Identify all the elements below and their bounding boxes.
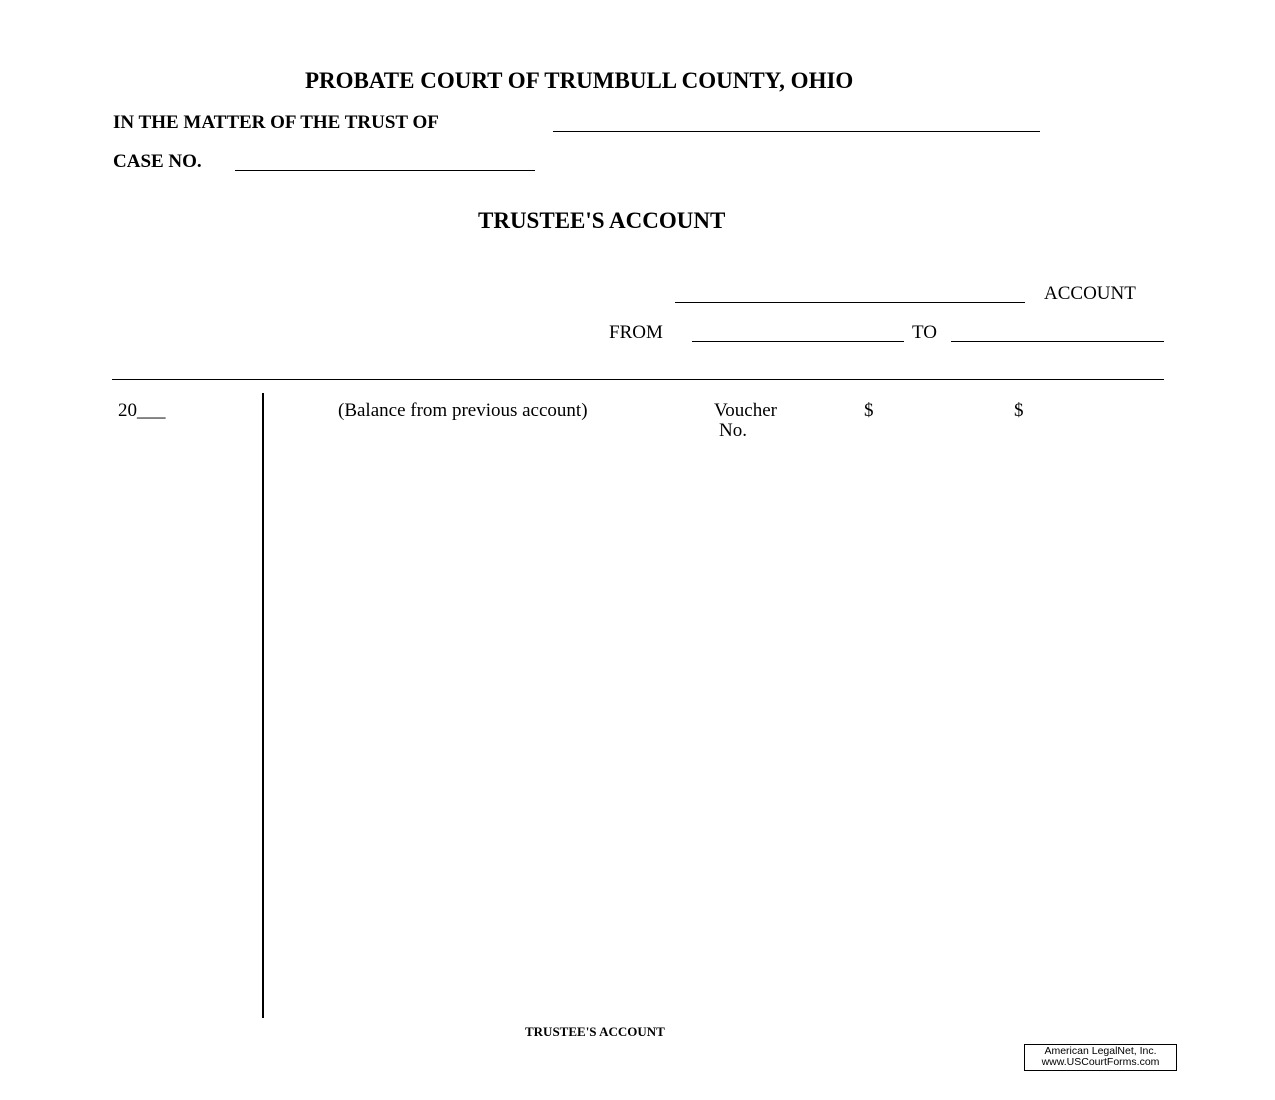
case-number-label: CASE NO. (113, 151, 202, 172)
amount-currency-1: $ (864, 400, 874, 421)
form-title: TRUSTEE'S ACCOUNT (478, 208, 726, 233)
to-date-field[interactable] (951, 341, 1164, 342)
account-label: ACCOUNT (1044, 283, 1136, 304)
voucher-number-label: No. (719, 420, 747, 441)
amount-currency-2: $ (1014, 400, 1024, 421)
entry-year: 20___ (118, 400, 166, 421)
voucher-label: Voucher (714, 400, 777, 421)
publisher-name: American LegalNet, Inc. (1044, 1045, 1157, 1057)
to-label: TO (912, 322, 937, 343)
entry-description: (Balance from previous account) (338, 400, 588, 421)
section-divider (112, 379, 1164, 380)
footer-form-name: TRUSTEE'S ACCOUNT (525, 1024, 665, 1039)
publisher-stamp (1024, 1044, 1177, 1071)
court-title: PROBATE COURT OF TRUMBULL COUNTY, OHIO (305, 68, 854, 93)
trust-label: IN THE MATTER OF THE TRUST OF (113, 112, 439, 133)
trust-name-field[interactable] (553, 131, 1040, 132)
account-ordinal-field[interactable] (675, 302, 1025, 303)
date-column-divider (262, 393, 264, 1018)
publisher-url: www.USCourtForms.com (1041, 1056, 1160, 1068)
case-number-field[interactable] (235, 170, 535, 171)
from-label: FROM (609, 322, 663, 343)
from-date-field[interactable] (692, 341, 904, 342)
